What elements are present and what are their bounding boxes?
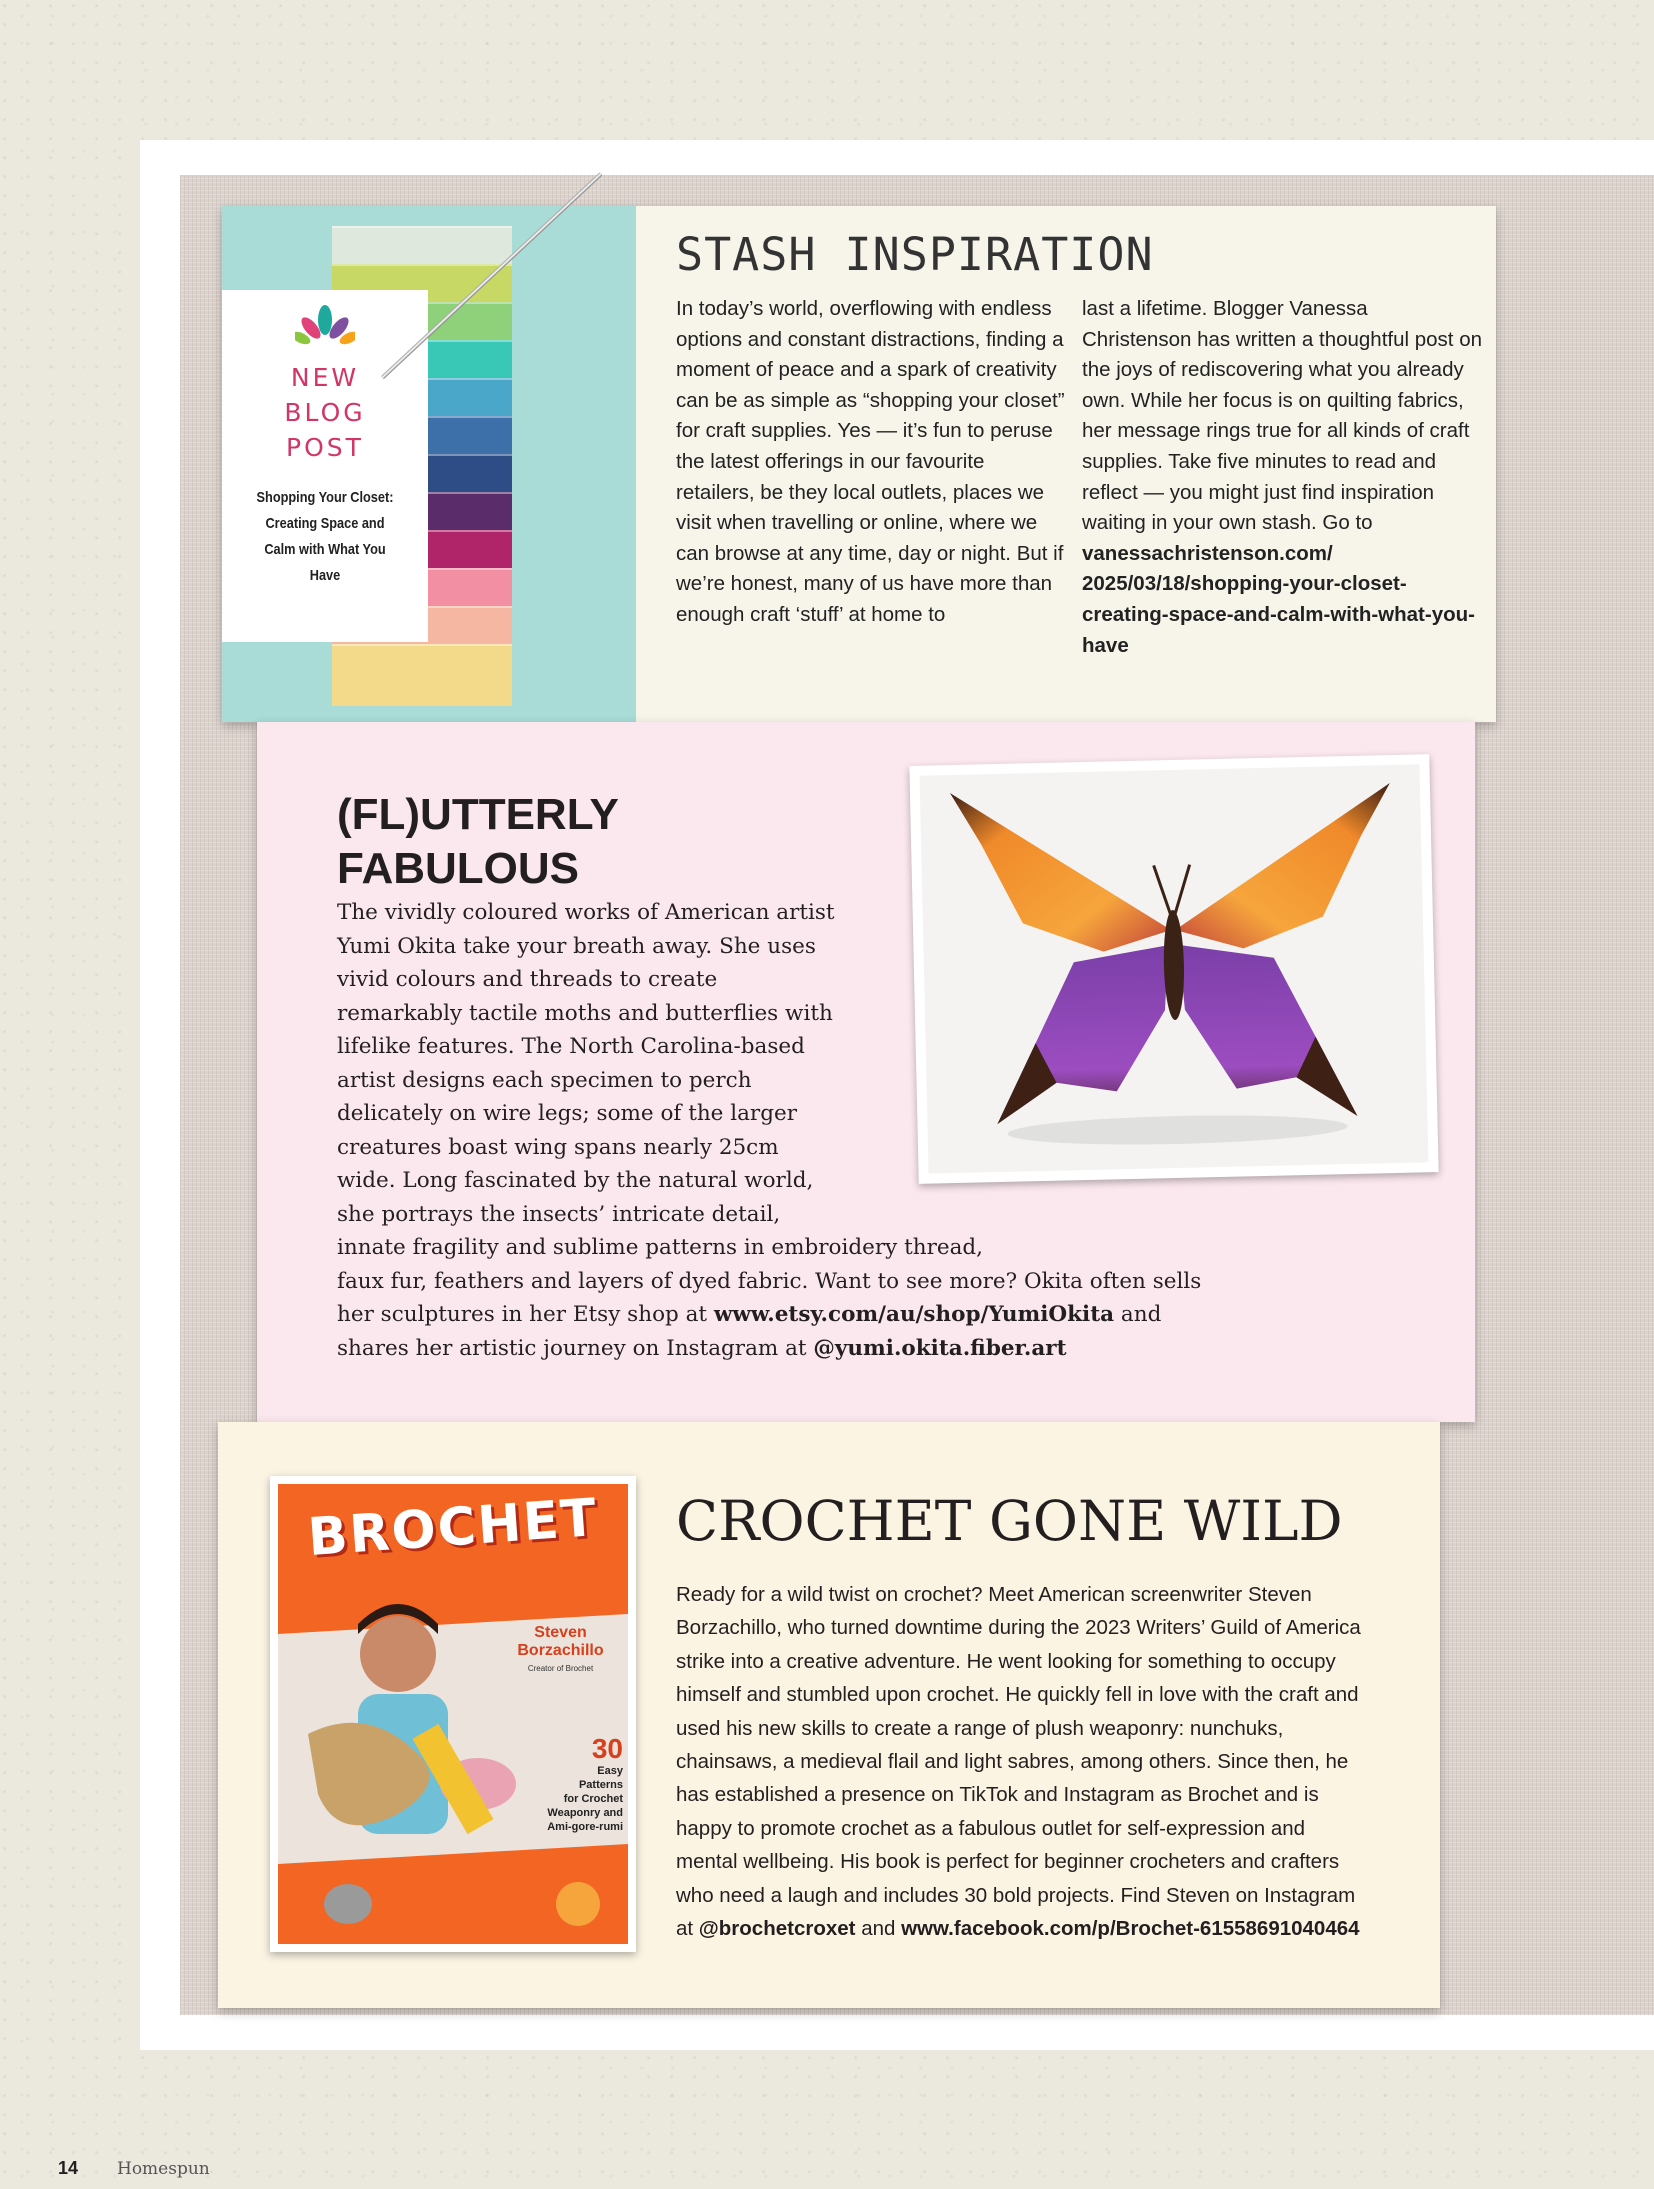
flutter-line: creatures boast wing spans nearly 25cm: [337, 1134, 779, 1160]
crochet-line: who need a laugh and includes 30 bold projects. Find Steven on Instagram: [676, 1883, 1356, 1907]
flutter-line-13-pre: her sculptures in her Etsy shop at: [337, 1302, 714, 1327]
page-number: 14: [58, 2158, 79, 2178]
crochet-line: has established a presence on TikTok and Instagram as Brochet and is: [676, 1783, 1319, 1807]
book-title: BROCHET: [305, 1487, 601, 1569]
flutter-line-14-pre: shares her artistic journey on Instagram at: [337, 1335, 814, 1361]
flutter-line: wide. Long fascinated by the natural world,: [337, 1168, 814, 1193]
crochet-gone-wild-section: [218, 1422, 1440, 2008]
crochet-line: chainsaws, a medieval flail and light sabres, among others. Since then, he: [676, 1750, 1349, 1774]
flutter-line: Yumi Okita take your breath away. She uses: [337, 933, 816, 959]
flutter-line: [337, 1332, 1347, 1366]
etsy-link[interactable]: www.etsy.com/au/shop/YumiOkita: [713, 1302, 1115, 1327]
flutter-line: innate fragility and sublime patterns in embroidery thread,: [337, 1235, 984, 1260]
book-tag-line: Patterns: [578, 1779, 623, 1791]
crochet-last-mid: and: [855, 1917, 902, 1941]
lotus-icon: [295, 304, 355, 348]
flutter-line-13-post: and: [1114, 1302, 1162, 1327]
flutter-line: The vividly coloured works of American artist: [337, 900, 835, 925]
flutter-line: remarkably tactile moths and butterflies with: [337, 1000, 833, 1026]
book-tag-line: for Crochet: [563, 1793, 623, 1805]
book-tag-line: Ami-gore-rumi: [547, 1821, 623, 1833]
crochet-line: Borzachillo, who turned downtime during the 2023 Writers’ Guild of America: [676, 1616, 1361, 1640]
crochet-title: CROCHET GONE WILD: [676, 1489, 1343, 1553]
flutter-line: vivid colours and threads to create: [337, 967, 718, 992]
book-author-line-2: Borzachillo: [517, 1642, 604, 1659]
book-count: 30: [591, 1733, 623, 1764]
flutter-title-line-2: FABULOUS: [337, 844, 579, 893]
blog-badge-blog: BLOG: [284, 398, 366, 427]
flutter-title-line-1: (FL)UTTERLY: [337, 790, 619, 839]
book-tag-line: Easy: [597, 1765, 623, 1777]
magazine-name: Homespun: [117, 2159, 210, 2179]
flutter-line: lifelike features. The North Carolina-based: [337, 1034, 805, 1059]
crochet-line: strike into a creative adventure. He went looking for something to occupy: [676, 1649, 1336, 1673]
flutter-line: [337, 1298, 1347, 1332]
fabric-stack-photo: [222, 206, 636, 722]
flutter-line: delicately on wire legs; some of the larger: [337, 1101, 797, 1126]
brochet-book-cover: [270, 1476, 636, 1952]
book-tagline: [528, 1734, 623, 1834]
flutter-line: artist designs each specimen to perch: [337, 1067, 752, 1093]
crochet-last-pre: at: [676, 1917, 699, 1941]
flutter-line: faux fur, feathers and layers of dyed fabric. Want to see more? Okita often sells: [337, 1268, 1202, 1294]
book-author-role: Creator of Brochet: [527, 1664, 594, 1673]
crochet-line: [676, 1912, 1416, 1945]
butterfly-icon: [920, 764, 1429, 1173]
flutterly-fabulous-section: [257, 722, 1475, 1422]
crochet-body: [676, 1578, 1416, 1945]
book-author-line-1: Steven: [534, 1624, 587, 1641]
crochet-line: himself and stumbled upon crochet. He quickly fell in love with the craft and: [676, 1683, 1359, 1707]
butterfly-photo: [909, 754, 1438, 1184]
stash-column-2: [1082, 294, 1482, 661]
book-author: [498, 1624, 623, 1678]
vanessa-blog-link[interactable]: vanessachristenson.com/ 2025/03/18/shopping-your-closet-creating-space-and-calm-with-what-you-have: [1082, 541, 1475, 657]
stash-column-2-text: last a lifetime. Blogger Vanessa Christenson has written a thoughtful post on the joys of rediscovering what you already own. While her focus is on quilting fabrics, her message rings true for all kinds of craft supplies. Take five minutes to read and reflect — you might just find inspiration waiting in your own stash. Go to: [1082, 297, 1482, 535]
stash-inspiration-section: [222, 206, 1496, 722]
instagram-handle-link[interactable]: @yumi.okita.fiber.art: [813, 1335, 1067, 1361]
crochet-line: Ready for a wild twist on crochet? Meet American screenwriter Steven: [676, 1583, 1312, 1606]
flutter-title: [337, 788, 619, 896]
stash-column-1: In today’s world, overflowing with endless options and constant distractions, finding a moment of peace and a spark of creativity can be as simple as “shopping your closet” for craft supplies. Yes — it’s fun to peruse the latest offerings in our favourite retailers, be they local outlets, places we visit when travelling or online, where we can browse at any time, day or night. But if we’re honest, many of us have more than enough craft ‘stuff’ at home to: [676, 297, 1065, 626]
crochet-line: mental wellbeing. His book is perfect for beginner crocheters and crafters: [676, 1850, 1340, 1874]
crochet-line: used his new skills to create a range of plush weaponry: nunchuks,: [676, 1716, 1284, 1740]
book-tag-line: Weaponry and: [547, 1807, 623, 1819]
blog-badge-post: POST: [286, 433, 364, 462]
blog-post-subtitle: Shopping Your Closet: Creating Space and Calm with What You Have: [256, 489, 394, 584]
brochet-facebook-link[interactable]: www.facebook.com/p/Brochet-61558691040464: [901, 1917, 1360, 1941]
brochet-instagram-link[interactable]: @brochetcroxet: [698, 1917, 856, 1941]
new-blog-post-card: [222, 290, 428, 642]
blog-badge-new: NEW: [290, 363, 360, 392]
flutter-line: she portrays the insects’ intricate detail,: [337, 1201, 781, 1227]
stash-title: STASH INSPIRATION: [676, 228, 1154, 281]
crochet-line: happy to promote crochet as a fabulous outlet for self-expression and: [676, 1816, 1306, 1840]
